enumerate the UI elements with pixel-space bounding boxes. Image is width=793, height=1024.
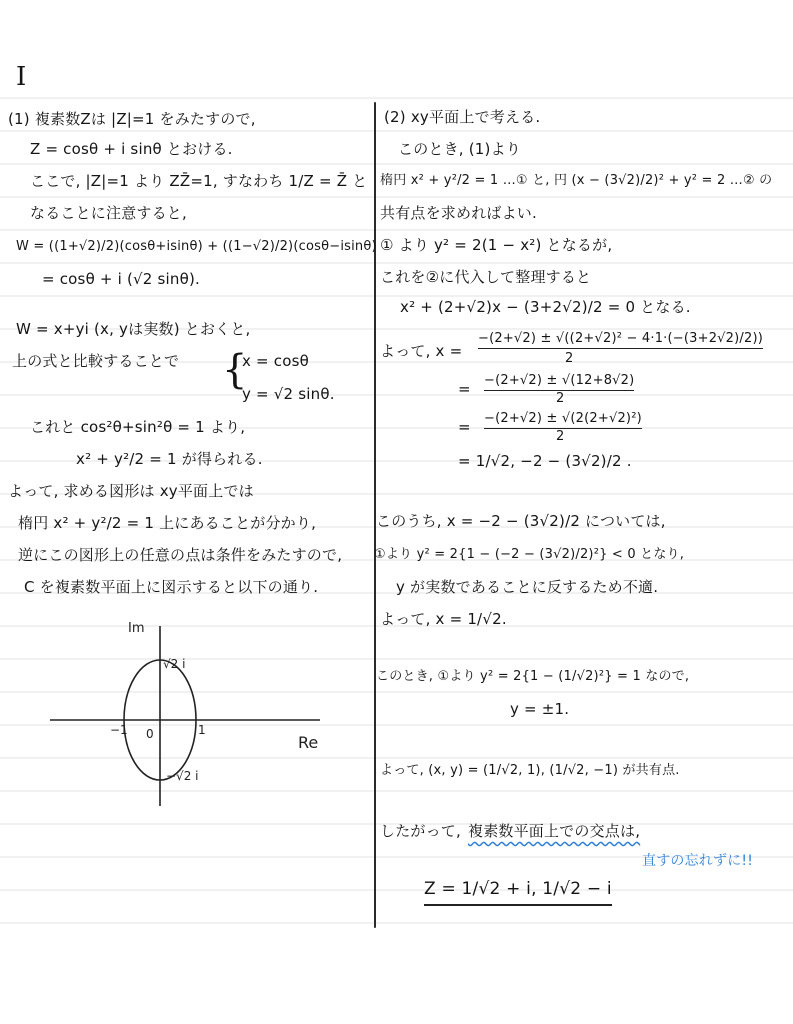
left-line-15: 逆にこの図形上の任意の点は条件をみたすので, <box>18 546 343 564</box>
ellipse-graph <box>20 610 360 810</box>
left-line-10: y = √2 sinθ. <box>242 385 335 403</box>
left-line-11: これと cos²θ+sin²θ = 1 より, <box>30 418 246 436</box>
left-line-2: Z = cosθ + i sinθ とおける. <box>30 140 233 158</box>
right-line-3: 楕円 x² + y²/2 = 1 …① と, 円 (x − (3√2)/2)² + y² = 2 …② の <box>380 173 773 188</box>
system-brace: { <box>222 347 248 393</box>
left-line-4: なることに注意すると, <box>30 204 187 222</box>
re-axis-label: Re <box>298 733 319 752</box>
left-line-16: C を複素数平面上に図示すると以下の通り. <box>24 578 319 596</box>
right-line-15: よって, x = 1/√2. <box>380 610 507 628</box>
left-line-8: 上の式と比較することで <box>12 352 180 370</box>
left-line-6: = cosθ + i (√2 sinθ). <box>42 270 201 288</box>
right-line-5: ① より y² = 2(1 − x²) となるが, <box>380 236 613 254</box>
bottom-intercept-label: −√2 i <box>166 769 199 783</box>
fraction-2-numerator: −(2+√2) ± √(12+8√2) <box>484 372 634 391</box>
left-intercept-label: −1 <box>110 723 128 737</box>
right-line-13: ①より y² = 2{1 − (−2 − (3√2)/2)²} < 0 となり, <box>374 547 685 562</box>
fraction-3-numerator: −(2+√2) ± √(2(2+√2)²) <box>484 410 642 429</box>
final-answer: Z = 1/√2 + i, 1/√2 − i <box>424 880 612 906</box>
left-line-7: W = x+yi (x, yは実数) とおくと, <box>16 320 251 338</box>
right-line-16: このとき, ①より y² = 2{1 − (1/√2)²} = 1 なので, <box>376 669 690 684</box>
left-line-9: x = cosθ <box>242 352 309 370</box>
right-line-18: よって, (x, y) = (1/√2, 1), (1/√2, −1) が共有点. <box>380 763 680 778</box>
right-line-19: したがって, <box>380 822 461 840</box>
problem-heading: I <box>16 62 27 92</box>
left-line-12: x² + y²/2 = 1 が得られる. <box>76 450 263 468</box>
right-line-7: x² + (2+√2)x − (3+2√2)/2 = 0 となる. <box>400 298 691 316</box>
right-intercept-label: 1 <box>198 723 206 737</box>
right-line-12: このうち, x = −2 − (3√2)/2 については, <box>376 512 666 530</box>
origin-label: 0 <box>146 727 154 741</box>
left-line-3: ここで, |Z|=1 より ZZ̄=1, すなわち 1/Z = Z̄ と <box>30 172 368 190</box>
right-line-20: 複素数平面上での交点は, <box>468 822 641 840</box>
left-line-5: W = ((1+√2)/2)(cosθ+isinθ) + ((1−√2)/2)(cosθ−isinθ) <box>16 239 377 254</box>
right-line-11: = 1/√2, −2 − (3√2)/2 . <box>458 452 632 470</box>
fraction-1-numerator: −(2+√2) ± √((2+√2)² − 4·1·(−(3+2√2)/2)) <box>478 330 763 349</box>
left-line-14: 楕円 x² + y²/2 = 1 上にあることが分かり, <box>18 514 317 532</box>
fraction-3-denominator: 2 <box>556 429 565 444</box>
right-line-6: これを②に代入して整理すると <box>380 268 592 286</box>
right-line-17: y = ±1. <box>510 700 570 718</box>
left-line-1: (1) 複素数Zは |Z|=1 をみたすので, <box>8 110 256 128</box>
im-axis-label: Im <box>128 621 145 636</box>
fraction-1-denominator: 2 <box>565 351 574 366</box>
right-line-14: y が実数であることに反するため不適. <box>396 578 659 596</box>
reminder-note: 直すの忘れずに!! <box>642 853 754 869</box>
top-intercept-label: √2 i <box>163 657 186 671</box>
right-line-8: よって, x = <box>380 342 463 360</box>
fraction-2-denominator: 2 <box>556 391 565 406</box>
right-line-9: = <box>458 380 471 398</box>
right-line-1: (2) xy平面上で考える. <box>384 108 541 126</box>
right-line-10: = <box>458 418 471 436</box>
right-line-4: 共有点を求めればよい. <box>380 204 537 222</box>
left-line-13: よって, 求める図形は xy平面上では <box>8 482 254 500</box>
right-line-2: このとき, (1)より <box>398 140 521 158</box>
